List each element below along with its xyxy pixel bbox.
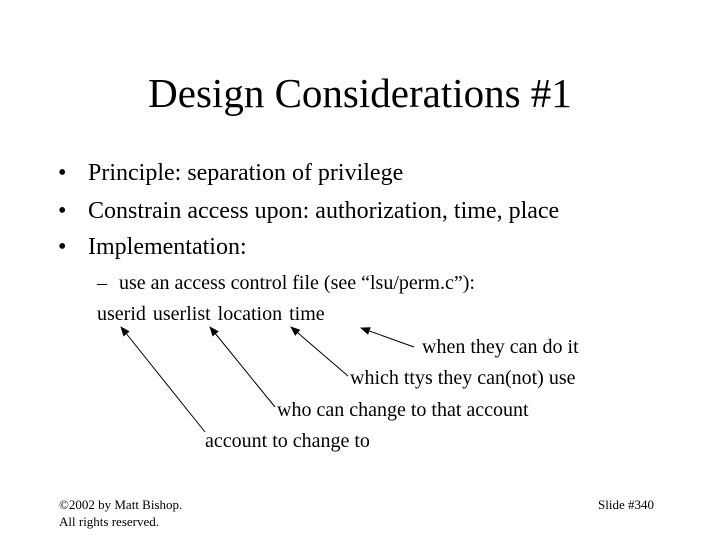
slide-title: Design Considerations #1	[148, 70, 572, 116]
field-time: time	[289, 303, 325, 325]
arrow-location	[291, 327, 348, 376]
annotation-location: which ttys they can(not) use	[350, 367, 576, 389]
field-userid: userid	[97, 303, 146, 325]
sub-bullet-text: use an access control file (see “lsu/perm.c”):	[119, 272, 475, 294]
arrow-userid	[121, 327, 205, 432]
annotation-userlist: who can change to that account	[277, 399, 529, 421]
bullet-text: Principle: separation of privilege	[88, 160, 404, 186]
field-userlist: userlist	[152, 303, 211, 325]
bullet-marker: •	[58, 160, 67, 186]
bullet-marker: •	[58, 198, 67, 224]
bullet-text: Implementation:	[88, 234, 247, 260]
slide-number: Slide #340	[598, 497, 654, 512]
footer-copyright-line2: All rights reserved.	[59, 514, 160, 529]
field-location: location	[217, 303, 283, 325]
arrow-time	[361, 328, 414, 347]
bullet-marker: •	[58, 234, 67, 260]
annotation-time: when they can do it	[422, 336, 579, 358]
arrow-userlist	[210, 327, 275, 407]
footer-copyright-line1: ©2002 by Matt Bishop.	[59, 497, 183, 512]
sub-bullet-marker: –	[97, 272, 107, 294]
annotation-userid: account to change to	[205, 430, 370, 452]
bullet-text: Constrain access upon: authorization, time, place	[88, 198, 560, 224]
